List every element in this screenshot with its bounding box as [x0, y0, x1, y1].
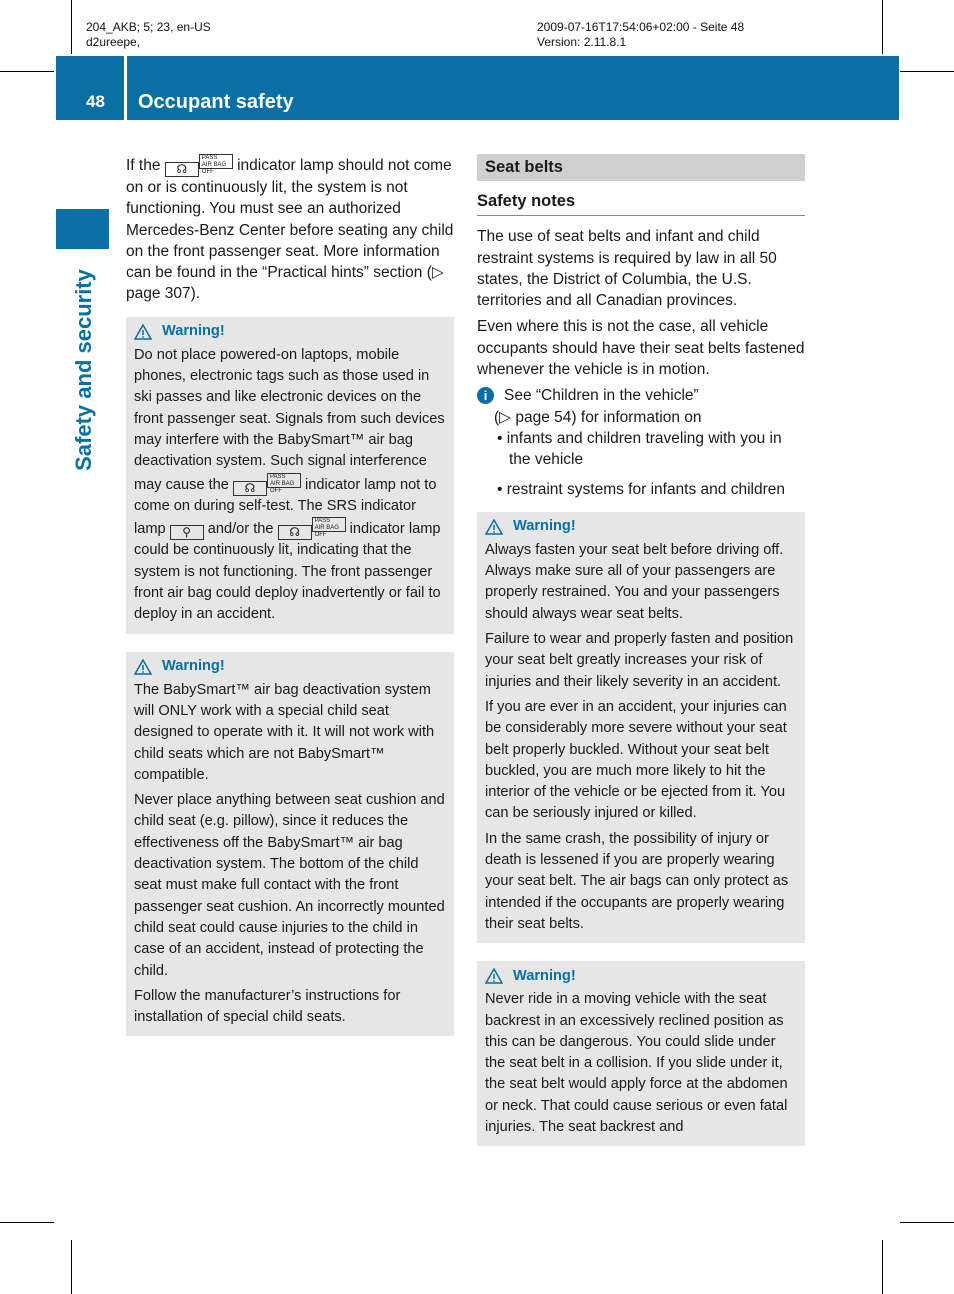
header-bar [56, 56, 899, 120]
pass-airbag-off-icon: PASS AIR BAG OFF [199, 154, 233, 169]
meta-right-line1: 2009-07-16T17:54:06+02:00 - Seite 48 [537, 20, 745, 34]
intro-text-pre: If the [126, 157, 161, 174]
intro-text-post: indicator lamp should not come on or is continuously lit, the system is not functioning. You must see an authorized Mercedes-Benz Center before seating any child on the front passenger seat. More information can be found in the “Practical hints” section (▷ page 307). [126, 157, 454, 303]
warning-text: Follow the manufacturer’s instructions for installation of special child seats. [134, 987, 401, 1026]
info-icon: i [477, 387, 494, 404]
print-meta-right [537, 20, 744, 50]
warning-label: Warning! [162, 657, 225, 674]
seat-occupant-icon: ☊ [278, 525, 312, 540]
meta-left-line1: 204_AKB; 5; 23, en-US [86, 20, 211, 34]
subheading: Safety notes [477, 191, 805, 216]
warning-triangle-icon [134, 324, 152, 340]
right-column [477, 154, 805, 1164]
info-note [477, 385, 805, 499]
list-item: • restraint systems for infants and children [497, 480, 785, 498]
warning-text: Always fasten your seat belt before driving off. Always make sure all of your passengers are properly restrained. You and your passengers should always wear seat belts. [485, 541, 784, 622]
warning-box [126, 652, 454, 1037]
crop-mark [0, 71, 54, 72]
pass-airbag-off-icon: PASS AIR BAG OFF [312, 517, 346, 532]
intro-paragraph [126, 154, 454, 305]
warning-text: Failure to wear and properly fasten and position your seat belt greatly increases your risk of injuries and their likely severity in an accident. [485, 631, 794, 690]
side-tab-marker [56, 209, 109, 249]
crop-mark [882, 1240, 883, 1294]
warning-heading [485, 514, 797, 540]
warning-label: Warning! [513, 518, 576, 535]
pass-airbag-off-icon: PASS AIR BAG OFF [267, 473, 301, 488]
warning-box [126, 317, 454, 634]
warning-text: Do not place powered-on laptops, mobile phones, electronic tags such as those used in ski passes and like electronic devices on the front passenger seat. Signals from such devices may interfere with the BabySmart™ air bag deactivation system. Such signal interference may cause the ☊PASS AIR BAG OFF indicator lamp not to come on during self-test. The SRS indicator lamp ⚲ and/or the ☊PASS AIR BAG OFF indicator lamp could be continuously lit, indicating that the system is not functioning. The front passenger front air bag could deploy inadvertently or fail to deploy in an accident. [134, 346, 445, 623]
warning-triangle-icon [134, 659, 152, 675]
body-paragraph: Even where this is not the case, all vehicle occupants should have their seat belts fastened whenever the vehicle is in motion. [477, 318, 805, 379]
left-column [126, 154, 454, 1054]
meta-left-line2: d2ureepe, [86, 35, 141, 49]
meta-right-line2: Version: 2.11.8.1 [537, 35, 627, 49]
info-text: See “Children in the vehicle” [504, 387, 699, 405]
header-divider [124, 56, 127, 120]
warning-text: In the same crash, the possibility of injury or death is lessened if you are properly wearing your seat belt. The air bags can only protect as intended if the occupants are properly wearing their seat belts. [485, 830, 789, 932]
list-item: • infants and children traveling with you in the vehicle [497, 429, 782, 469]
body-paragraph: The use of seat belts and infant and child restraint systems is required by law in all 50 states, the District of Columbia, the U.S. territories and all Canadian provinces. [477, 228, 777, 310]
warning-label: Warning! [513, 967, 576, 984]
seat-occupant-icon: ☊ [165, 162, 199, 177]
warning-triangle-icon [485, 519, 503, 535]
srs-icon: ⚲ [170, 525, 204, 540]
warning-text: Never ride in a moving vehicle with the seat backrest in an excessively reclined position as this can be dangerous. You could slide under the seat belt in a collision. If you slide under it, the seat belt would apply force at the abdomen or neck. That could cause serious or even fatal injuries. The seat backrest and [485, 991, 788, 1135]
warning-text: Never place anything between seat cushion and child seat (e.g. pillow), since it reduces the effectiveness off the BabySmart™ air bag deactivation system. The bottom of the child seat must make full contact with the front passenger seat cushion. An incorrectly mounted child seat could cause injuries to the child in case of an accident, instead of protecting the child. [134, 792, 445, 979]
seat-occupant-icon: ☊ [233, 481, 267, 496]
warning-box [477, 961, 805, 1146]
page-number: 48 [86, 92, 105, 111]
warning-label: Warning! [162, 323, 225, 340]
crop-mark [882, 0, 883, 54]
warning-text: The BabySmart™ air bag deactivation system will ONLY work with a special child seat designed to operate with it. It will not work with child seats which are not BabySmart™ compatible. [134, 681, 435, 783]
crop-mark [71, 1240, 72, 1294]
warning-heading [134, 654, 446, 680]
page-title: Occupant safety [138, 91, 294, 113]
print-meta-left [86, 20, 211, 50]
warning-triangle-icon [485, 968, 503, 984]
crop-mark [900, 1222, 954, 1223]
warning-box [477, 512, 805, 943]
warning-heading [485, 963, 797, 989]
warning-heading [134, 319, 446, 345]
info-text: (▷ page 54) for information on [494, 408, 702, 426]
section-title: Seat belts [477, 154, 805, 181]
crop-mark [900, 71, 954, 72]
crop-mark [0, 1222, 54, 1223]
warning-text: If you are ever in an accident, your injuries can be considerably more severe without your seat belt properly buckled. Without your seat belt buckled, you are much more likely to hit the interior of the vehicle or be ejected from it. You can be seriously injured or killed. [485, 698, 787, 822]
crop-mark [71, 0, 72, 54]
side-section-label: Safety and security [71, 269, 96, 471]
